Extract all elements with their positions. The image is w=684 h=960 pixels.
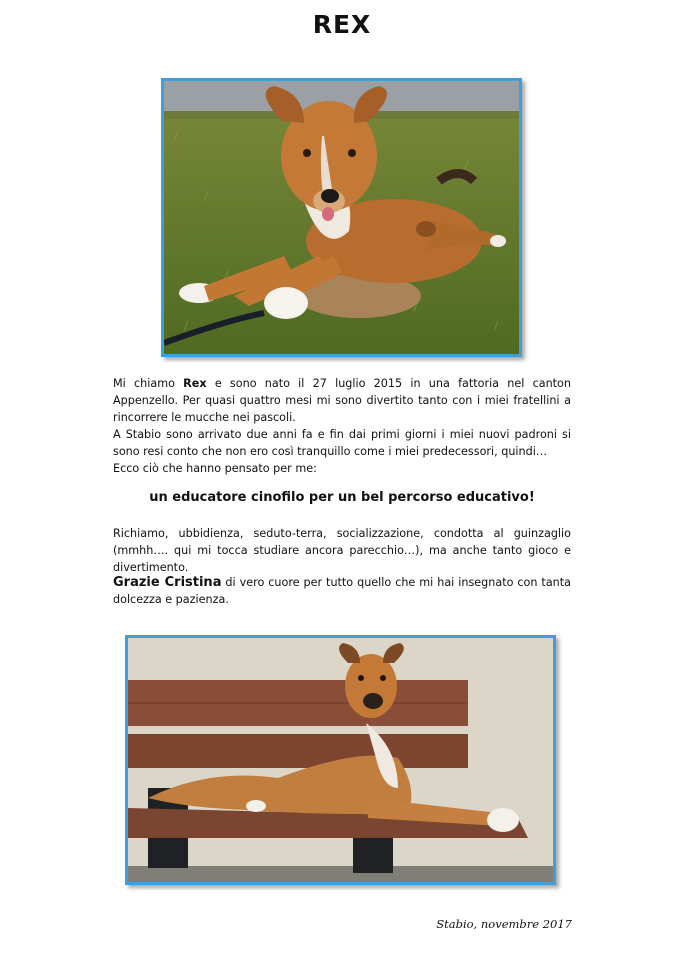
training-paragraph: Richiamo, ubbidienza, seduto-terra, socializzazione, condotta al guinzaglio (mmhh…. qui mi tocca studiare ancora parecchio…), ma anche tanto gioco e divertimento. (113, 527, 571, 574)
thanks-strong: Grazie Cristina (113, 575, 222, 590)
intro-paragraph (113, 375, 571, 477)
dog-on-grass-photo (161, 78, 522, 357)
intro-text-part1: Mi chiamo (113, 377, 184, 390)
thanks-paragraph (113, 574, 571, 608)
intro-text-part2: e sono nato il 27 luglio 2015 in una fattoria nel canton Appenzello. Per quasi quattro mesi mi sono divertito tanto con i miei fratellini a rincorrere le mucche nei pascoli. (113, 377, 571, 424)
page-title: REX (312, 10, 372, 39)
intro-line-3: Ecco ciò che hanno pensato per me: (113, 462, 317, 475)
dog-on-bench-photo (125, 635, 556, 885)
footer-place-date: Stabio, novembre 2017 (436, 917, 572, 931)
dog-name: Rex (183, 377, 207, 390)
thanks-rest: di vero cuore per tutto quello che mi hai insegnato con tanta dolcezza e pazienza. (113, 576, 572, 606)
slogan: un educatore cinofilo per un bel percorso educativo! (149, 490, 535, 505)
intro-line-2: A Stabio sono arrivato due anni fa e fin dai primi giorni i miei nuovi padroni si sono resi conto che non ero così tranquillo come i miei predecessori, quindi… (113, 428, 571, 458)
